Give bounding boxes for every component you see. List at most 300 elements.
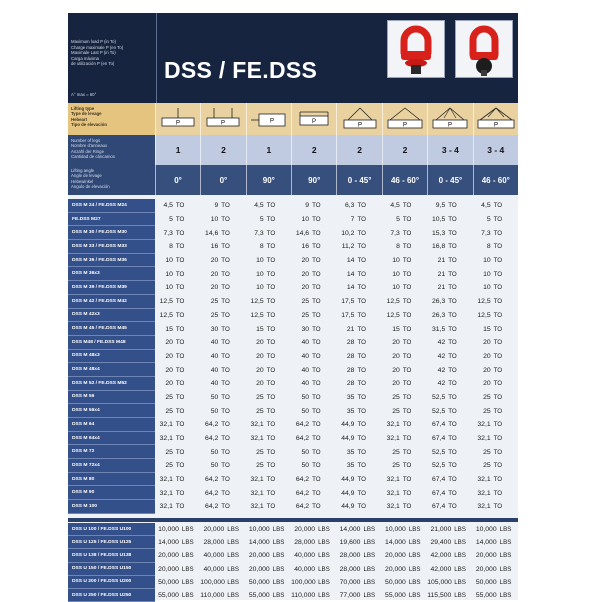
load-cell (427, 432, 472, 446)
load-cell (427, 576, 472, 589)
load-value: 6,3 (345, 202, 355, 210)
load-cell (246, 226, 291, 240)
load-cell (200, 404, 245, 418)
load-unit: LBS (318, 578, 330, 586)
table-row (68, 459, 518, 473)
lifting-angle-row (68, 165, 518, 195)
load-value: 16,8 (432, 243, 446, 251)
load-value: 32,1 (386, 503, 400, 511)
load-value: 20 (392, 339, 400, 347)
load-value: 20 (165, 352, 173, 360)
load-cell (427, 589, 472, 602)
load-value: 32,1 (250, 476, 264, 484)
load-unit: LBS (454, 539, 466, 547)
load-value: 35 (346, 448, 355, 456)
load-value: 25 (392, 448, 400, 456)
load-value: 40,000 (203, 552, 225, 560)
load-cell (291, 536, 336, 549)
load-unit: LBS (499, 526, 512, 534)
load-cell (246, 432, 291, 446)
load-unit: TO (402, 393, 412, 401)
load-value: 40,000 (203, 565, 225, 573)
load-value: 40 (210, 366, 219, 374)
load-value: 20,000 (158, 552, 179, 560)
load-unit: TO (266, 284, 276, 292)
load-value: 42 (437, 366, 446, 374)
load-unit: LBS (318, 552, 330, 560)
load-value: 16 (210, 243, 219, 251)
load-value: 20 (210, 270, 219, 278)
load-cell (382, 281, 427, 295)
load-cell (246, 563, 291, 576)
load-unit: LBS (408, 552, 421, 560)
load-value: 10,000 (475, 526, 497, 534)
load-unit: TO (312, 352, 321, 360)
load-unit: TO (448, 229, 457, 237)
load-value: 10,000 (248, 526, 270, 534)
load-value: 32,1 (159, 503, 173, 511)
load-unit: LBS (227, 592, 239, 600)
load-cell (291, 500, 336, 514)
load-cell (246, 523, 291, 536)
load-value: 32,1 (386, 489, 400, 497)
load-unit: TO (221, 435, 230, 443)
load-cell (246, 391, 291, 405)
load-value: 19,600 (339, 539, 361, 547)
load-value: 4,5 (254, 202, 264, 210)
load-value: 5 (169, 216, 173, 224)
load-unit: LBS (363, 526, 376, 534)
load-cell (473, 309, 518, 323)
load-cell (246, 213, 291, 227)
load-cell (155, 322, 200, 336)
load-value: 14,000 (385, 539, 406, 547)
load-cell (336, 576, 381, 589)
lifting-type-fr: Type de levage (71, 111, 102, 117)
load-cell (336, 281, 381, 295)
load-value: 67,4 (432, 421, 446, 429)
single-vertical-lift-icon (158, 106, 198, 132)
load-unit: TO (448, 476, 457, 484)
load-cell (427, 473, 472, 487)
load-unit: TO (312, 216, 321, 224)
row-model-label: DSS M 36x3 (68, 267, 155, 281)
load-unit: TO (221, 380, 230, 388)
load-unit: TO (266, 380, 276, 388)
load-value: 28 (346, 380, 355, 388)
table-row (68, 281, 518, 295)
load-cell (336, 432, 381, 446)
load-unit: TO (175, 380, 185, 388)
load-value: 28,000 (294, 539, 316, 547)
load-value: 9,5 (435, 202, 446, 210)
load-value: 14,000 (158, 539, 179, 547)
load-letter: P (221, 120, 226, 127)
lift-diagram-8 (473, 103, 518, 135)
load-unit: TO (175, 462, 185, 470)
load-unit: TO (266, 448, 276, 456)
load-cell (336, 445, 381, 459)
angle-value: 0 - 45° (427, 165, 472, 195)
load-unit: TO (175, 393, 185, 401)
load-cell (336, 523, 381, 536)
load-cell (473, 322, 518, 336)
load-unit: TO (493, 489, 503, 497)
load-unit: TO (221, 257, 230, 265)
load-cell (291, 486, 336, 500)
load-unit: TO (448, 448, 457, 456)
load-value: 55,000 (385, 592, 406, 600)
load-value: 14,000 (339, 526, 361, 534)
load-cell (382, 363, 427, 377)
load-value: 12,5 (386, 311, 400, 319)
load-unit: TO (448, 216, 457, 224)
load-unit: TO (357, 202, 366, 210)
load-value: 55,000 (158, 592, 179, 600)
load-unit: TO (266, 325, 276, 333)
load-unit: LBS (454, 552, 466, 560)
load-unit: TO (493, 284, 503, 292)
load-cell (336, 295, 381, 309)
load-unit: TO (175, 202, 185, 210)
load-value: 50 (210, 407, 219, 415)
load-cell (200, 523, 245, 536)
load-cell (246, 459, 291, 473)
load-cell (246, 281, 291, 295)
load-cell (246, 199, 291, 213)
load-cell (473, 226, 518, 240)
load-cell (427, 500, 472, 514)
load-cell (382, 267, 427, 281)
load-cell (200, 309, 245, 323)
load-cell (155, 473, 200, 487)
load-value: 28 (346, 352, 355, 360)
load-unit: TO (448, 393, 457, 401)
table-row (68, 523, 518, 536)
load-unit: TO (221, 393, 230, 401)
load-value: 20 (256, 380, 264, 388)
load-unit: LBS (454, 565, 466, 573)
table-row (68, 295, 518, 309)
load-unit: TO (402, 202, 412, 210)
load-value: 50 (210, 393, 219, 401)
load-unit: LBS (408, 592, 421, 600)
load-unit: LBS (318, 526, 330, 534)
load-unit: TO (448, 270, 457, 278)
load-unit: TO (175, 503, 185, 511)
load-unit: TO (312, 380, 321, 388)
load-unit: TO (493, 435, 503, 443)
load-cell (427, 523, 472, 536)
load-cell (382, 473, 427, 487)
load-cell (246, 267, 291, 281)
load-unit: TO (175, 407, 185, 415)
load-cell (336, 363, 381, 377)
load-cell (291, 391, 336, 405)
load-value: 20,000 (248, 565, 270, 573)
load-cell (336, 322, 381, 336)
load-unit: TO (221, 366, 230, 374)
load-value: 50 (301, 448, 310, 456)
load-cell (291, 295, 336, 309)
load-unit: TO (402, 339, 412, 347)
load-cell (427, 418, 472, 432)
load-cell (427, 336, 472, 350)
load-cell (155, 576, 200, 589)
load-value: 15 (392, 325, 400, 333)
load-value: 9 (305, 202, 310, 210)
load-value: 25 (256, 393, 264, 401)
lift-diagram-6 (382, 103, 427, 135)
load-cell (155, 363, 200, 377)
table-row (68, 589, 518, 602)
load-unit: TO (357, 325, 366, 333)
load-cell (155, 391, 200, 405)
load-value: 50,000 (385, 578, 406, 586)
load-value: 52,5 (432, 393, 446, 401)
load-cell (382, 459, 427, 473)
load-unit: TO (448, 311, 457, 319)
load-cell (473, 523, 518, 536)
load-unit: TO (448, 257, 457, 265)
load-value: 7,3 (163, 229, 173, 237)
load-value: 17,5 (341, 298, 355, 306)
load-value: 40 (301, 352, 310, 360)
load-cell (473, 254, 518, 268)
load-unit: LBS (318, 565, 330, 573)
load-value: 21 (346, 325, 355, 333)
load-unit: TO (402, 503, 412, 511)
load-unit: TO (266, 421, 276, 429)
load-value: 28 (346, 366, 355, 374)
load-unit: TO (448, 298, 457, 306)
load-cell (382, 589, 427, 602)
angle-value: 46 - 60° (473, 165, 518, 195)
load-cell (336, 549, 381, 562)
load-unit: TO (312, 325, 321, 333)
load-unit: TO (221, 503, 230, 511)
load-unit: TO (266, 489, 276, 497)
load-unit: LBS (499, 565, 512, 573)
load-cell (155, 309, 200, 323)
load-cell (291, 240, 336, 254)
load-value: 26,3 (432, 298, 446, 306)
load-value: 20 (301, 270, 310, 278)
load-cell (246, 377, 291, 391)
legs-value: 2 (200, 135, 245, 165)
load-value: 10 (165, 270, 173, 278)
load-unit: TO (357, 270, 366, 278)
load-cell (155, 240, 200, 254)
load-value: 10 (301, 216, 310, 224)
load-value: 14 (346, 284, 355, 292)
load-cell (291, 523, 336, 536)
load-unit: TO (357, 393, 366, 401)
load-unit: TO (175, 448, 185, 456)
load-unit: TO (221, 284, 230, 292)
load-unit: LBS (318, 539, 330, 547)
load-unit: TO (357, 380, 366, 388)
load-letter: P (312, 119, 317, 125)
load-cell (382, 418, 427, 432)
load-unit: TO (221, 489, 230, 497)
load-value: 7,3 (481, 229, 491, 237)
load-unit: TO (357, 503, 366, 511)
load-value: 50 (210, 462, 219, 470)
load-cell (200, 576, 245, 589)
max-angle-note: A° max = 60° (71, 92, 97, 97)
load-value: 20 (483, 352, 491, 360)
multi-leg-wide-lift-icon (476, 106, 516, 132)
table-row (68, 536, 518, 549)
row-model-label: DSS M 72 (68, 445, 155, 459)
load-unit: TO (357, 407, 366, 415)
load-value: 25 (483, 448, 491, 456)
legs-value: 1 (246, 135, 291, 165)
load-unit: LBS (227, 565, 239, 573)
load-value: 67,4 (432, 503, 446, 511)
row-model-label: DSS U 150 / FE.DSS U150 (68, 563, 155, 576)
load-value: 10 (483, 284, 491, 292)
load-value: 32,1 (159, 476, 173, 484)
table-row (68, 240, 518, 254)
load-cell (473, 563, 518, 576)
lift-diagram-1 (155, 103, 200, 135)
load-cell (155, 459, 200, 473)
load-value: 40 (301, 339, 310, 347)
load-unit: TO (221, 476, 230, 484)
load-cell (200, 363, 245, 377)
load-cell (382, 432, 427, 446)
legs-label-es: Cantidad de cáncamos (71, 154, 115, 160)
load-unit: TO (312, 489, 321, 497)
table-row (68, 576, 518, 589)
load-value: 50 (301, 407, 310, 415)
load-cell (155, 199, 200, 213)
load-value: 7,3 (390, 229, 400, 237)
load-unit: TO (357, 284, 366, 292)
row-model-label: FE.DSS M27 (68, 213, 155, 227)
load-unit: TO (221, 325, 230, 333)
load-unit: TO (357, 489, 366, 497)
load-unit: LBS (408, 539, 421, 547)
load-unit: TO (448, 462, 457, 470)
legs-value: 1 (155, 135, 200, 165)
load-value: 64,2 (205, 421, 219, 429)
load-unit: TO (266, 216, 276, 224)
load-cell (291, 589, 336, 602)
load-cell (336, 350, 381, 364)
load-value: 30 (301, 325, 310, 333)
load-value: 42 (437, 380, 446, 388)
lift-diagram-4 (291, 103, 336, 135)
load-cell (200, 549, 245, 562)
angle-value: 0° (200, 165, 245, 195)
load-cell (291, 563, 336, 576)
load-value: 15 (256, 325, 264, 333)
load-unit: TO (312, 462, 321, 470)
load-value: 32,1 (477, 435, 491, 443)
load-value: 55,000 (248, 592, 270, 600)
load-unit: TO (312, 311, 321, 319)
load-value: 30 (210, 325, 219, 333)
load-letter: P (357, 122, 362, 129)
load-cell (336, 459, 381, 473)
row-model-label: DSS M 45 / FE.DSS M45 (68, 322, 155, 336)
load-unit: TO (402, 325, 412, 333)
angle-value: 90° (246, 165, 291, 195)
load-value: 20,000 (385, 565, 406, 573)
load-cell (427, 281, 472, 295)
load-cell (246, 309, 291, 323)
load-unit: TO (493, 476, 503, 484)
load-cell (427, 377, 472, 391)
load-cell (155, 418, 200, 432)
load-cell (473, 473, 518, 487)
load-cell (473, 336, 518, 350)
load-value: 25 (483, 462, 491, 470)
load-value: 64,2 (295, 503, 310, 511)
load-unit: TO (221, 352, 230, 360)
row-model-label: DSS M 56x4 (68, 404, 155, 418)
row-model-label: DSS M 90 (68, 486, 155, 500)
load-value: 12,5 (250, 298, 264, 306)
load-unit: TO (266, 298, 276, 306)
load-unit: TO (357, 435, 366, 443)
load-unit: TO (221, 407, 230, 415)
load-value: 5 (259, 216, 264, 224)
load-unit: TO (402, 270, 412, 278)
load-cell (427, 549, 472, 562)
load-unit: TO (493, 421, 503, 429)
load-unit: LBS (363, 552, 376, 560)
load-cell (382, 309, 427, 323)
load-unit: TO (402, 407, 412, 415)
load-cell (200, 445, 245, 459)
number-of-legs-label (68, 135, 155, 165)
table-row (68, 418, 518, 432)
load-cell (382, 445, 427, 459)
load-unit: TO (221, 311, 230, 319)
load-cell (246, 254, 291, 268)
table-row (68, 309, 518, 323)
load-unit: TO (266, 407, 276, 415)
load-cell (382, 523, 427, 536)
load-cell (200, 459, 245, 473)
load-cell (382, 336, 427, 350)
table-divider (68, 518, 518, 522)
load-value: 12,5 (477, 298, 491, 306)
table-row (68, 336, 518, 350)
load-value: 67,4 (432, 476, 446, 484)
load-value: 44,9 (341, 476, 355, 484)
load-cell (200, 589, 245, 602)
table-row (68, 254, 518, 268)
row-model-label: DSS M 48x3 (68, 350, 155, 364)
load-unit: TO (357, 448, 366, 456)
load-value: 21 (437, 284, 446, 292)
load-unit: TO (175, 311, 185, 319)
row-model-label: DSS U 200 / FE.DSS U200 (68, 576, 155, 589)
load-value: 9 (214, 202, 219, 210)
header-load-legend (68, 13, 157, 103)
load-cell (473, 536, 518, 549)
load-cell (382, 404, 427, 418)
row-model-label: DSS M 48x4 (68, 363, 155, 377)
load-cell (473, 377, 518, 391)
load-unit: TO (175, 257, 185, 265)
load-cell (200, 281, 245, 295)
